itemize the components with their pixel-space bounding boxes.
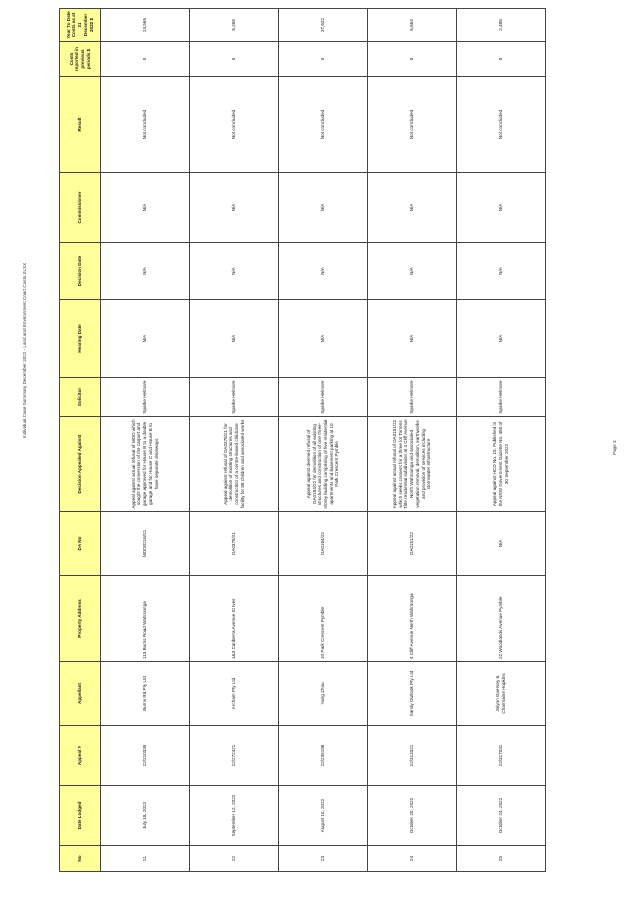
cell-appellant: Jolyon Guersey & Charmaine Hopkins	[457, 662, 546, 726]
cell-result: Not concluded	[279, 77, 368, 173]
column-header: Solicitor	[60, 378, 101, 417]
cell-no: 21	[101, 846, 190, 872]
column-header: Decision Date	[60, 243, 101, 300]
cell-solicitor: Sparke Helmore	[368, 378, 457, 417]
cell-date-lodged: October 24, 2022	[457, 786, 546, 846]
cell-prev-costs: 0	[190, 42, 279, 77]
cell-appeal: 22/272421	[190, 726, 279, 786]
cell-no: 22	[190, 846, 279, 872]
header-text: Individual Case Summary December 2022 - Land and Environment Court Costs.XLSX	[22, 262, 27, 438]
cell-appellant: Sandy Outlook Pty Ltd	[368, 662, 457, 726]
cell-decision: Appeal against actual refusal of MOD which sought the conversion of the carport and garage approved for House B to a double garage and for House C and House B to have separate driveways	[101, 417, 190, 512]
column-header: Year To Date Costs as at 31 December 2022 $	[60, 9, 101, 42]
cell-solicitor: Sparke Helmore	[279, 378, 368, 417]
cell-appellant: Archam Pty Ltd	[190, 662, 279, 726]
cell-appellant: Yang Zhou	[279, 662, 368, 726]
cell-address: 113 Burns Road Wahroonga	[101, 576, 190, 662]
case-summary-table-wrapper	[59, 11, 534, 872]
cell-ytd-costs: 2,488	[457, 9, 546, 42]
cell-appeal: 22/210335	[101, 726, 190, 786]
cell-commissioner: N/A	[368, 173, 457, 243]
cell-no: 24	[368, 846, 457, 872]
cell-appeal: 22/313321	[368, 726, 457, 786]
cell-date-lodged: August 10, 2022	[279, 786, 368, 846]
cell-ytd-costs: 6,684	[368, 9, 457, 42]
cell-da-no: DA0378/21	[190, 512, 279, 576]
cell-date-lodged: October 20, 2022	[368, 786, 457, 846]
cell-decision-date: N/A	[368, 243, 457, 300]
cell-address: 1&3 Canberra Avenue St Ives	[190, 576, 279, 662]
cell-address: 10 Park Crescent Pymble	[279, 576, 368, 662]
column-header: Hearing Date	[60, 300, 101, 378]
column-header: Property Address	[60, 576, 101, 662]
table-header-row	[60, 9, 101, 872]
cell-result: Not concluded	[101, 77, 190, 173]
column-header: Commissioner	[60, 173, 101, 243]
cell-prev-costs: 0	[101, 42, 190, 77]
cell-appeal: 22/317031	[457, 726, 546, 786]
cell-appellant: Burns Rd Pty Ltd	[101, 662, 190, 726]
cell-prev-costs: 0	[368, 42, 457, 77]
cell-decision: Appeal against actual refusal of DA0151/22 which seeks consent for a three lot Torrens Title residential subdivision at 4 Cliff Avenue North Wahroonga and associated vegetation removal, demolition, earthworks and provision of services including stormwater infrastructure	[368, 417, 457, 512]
table-row	[279, 9, 368, 872]
table-row	[368, 9, 457, 872]
case-summary-table	[59, 8, 546, 872]
column-header: Appellant	[60, 662, 101, 726]
cell-commissioner: N/A	[279, 173, 368, 243]
column-header: DA No	[60, 512, 101, 576]
cell-commissioner: N/A	[457, 173, 546, 243]
column-header: Date Lodged	[60, 786, 101, 846]
cell-prev-costs: 0	[457, 42, 546, 77]
column-header: Decision Appealed Against	[60, 417, 101, 512]
cell-decision: Appeal against refusal of DA0378/21 for demolition of existing structures and construction of a centre-based childcare facility for 88 children and associated works	[190, 417, 279, 512]
cell-no: 23	[279, 846, 368, 872]
column-header: No	[60, 846, 101, 872]
table-row	[101, 9, 190, 872]
column-header: Result	[60, 77, 101, 173]
cell-hearing-date: N/A	[190, 300, 279, 378]
table-row	[190, 9, 279, 872]
cell-decision: Appeal against HCO No. 15. Published in the NSW Government Gazette No. 480 of 30 September 2022	[457, 417, 546, 512]
cell-ytd-costs: 37,632	[279, 9, 368, 42]
cell-da-no: DA0151/22	[368, 512, 457, 576]
cell-solicitor: Sparke Helmore	[101, 378, 190, 417]
table-row	[457, 9, 546, 872]
cell-da-no: MOD0216/21	[101, 512, 190, 576]
cell-date-lodged: September 12, 2022	[190, 786, 279, 846]
cell-address: 4 Cliff Avenue North Wahroonga	[368, 576, 457, 662]
cell-hearing-date: N/A	[101, 300, 190, 378]
cell-address: 22 Woodlands Avenue Pymble	[457, 576, 546, 662]
cell-no: 25	[457, 846, 546, 872]
cell-solicitor: Sparke Helmore	[190, 378, 279, 417]
cell-result: Not concluded	[368, 77, 457, 173]
cell-decision: Appeal against deemed refusal of DA0184/22 for demolition of all existing structures and construction of one three-storey building comprising of five residential apartments and basement parking at 10 Park Crescent Pymble	[279, 417, 368, 512]
cell-ytd-costs: 8,268	[190, 9, 279, 42]
cell-da-no: N/A	[457, 512, 546, 576]
column-header: Appeal #	[60, 726, 101, 786]
cell-hearing-date: N/A	[457, 300, 546, 378]
cell-result: Not concluded	[190, 77, 279, 173]
cell-hearing-date: N/A	[368, 300, 457, 378]
cell-commissioner: N/A	[101, 173, 190, 243]
cell-date-lodged: July 18, 2022	[101, 786, 190, 846]
cell-decision-date: N/A	[457, 243, 546, 300]
cell-decision-date: N/A	[279, 243, 368, 300]
cell-prev-costs: 0	[279, 42, 368, 77]
cell-result: Not concluded	[457, 77, 546, 173]
cell-solicitor: Sparke Helmore	[457, 378, 546, 417]
cell-decision-date: N/A	[101, 243, 190, 300]
cell-decision-date: N/A	[190, 243, 279, 300]
cell-commissioner: N/A	[190, 173, 279, 243]
cell-appeal: 22/235198	[279, 726, 368, 786]
page-number-label: Page 3	[612, 440, 617, 455]
cell-hearing-date: N/A	[279, 300, 368, 378]
column-header: Costs reported in previous periods $	[60, 42, 101, 77]
cell-ytd-costs: 24,565	[101, 9, 190, 42]
cell-da-no: DA0184/22	[279, 512, 368, 576]
